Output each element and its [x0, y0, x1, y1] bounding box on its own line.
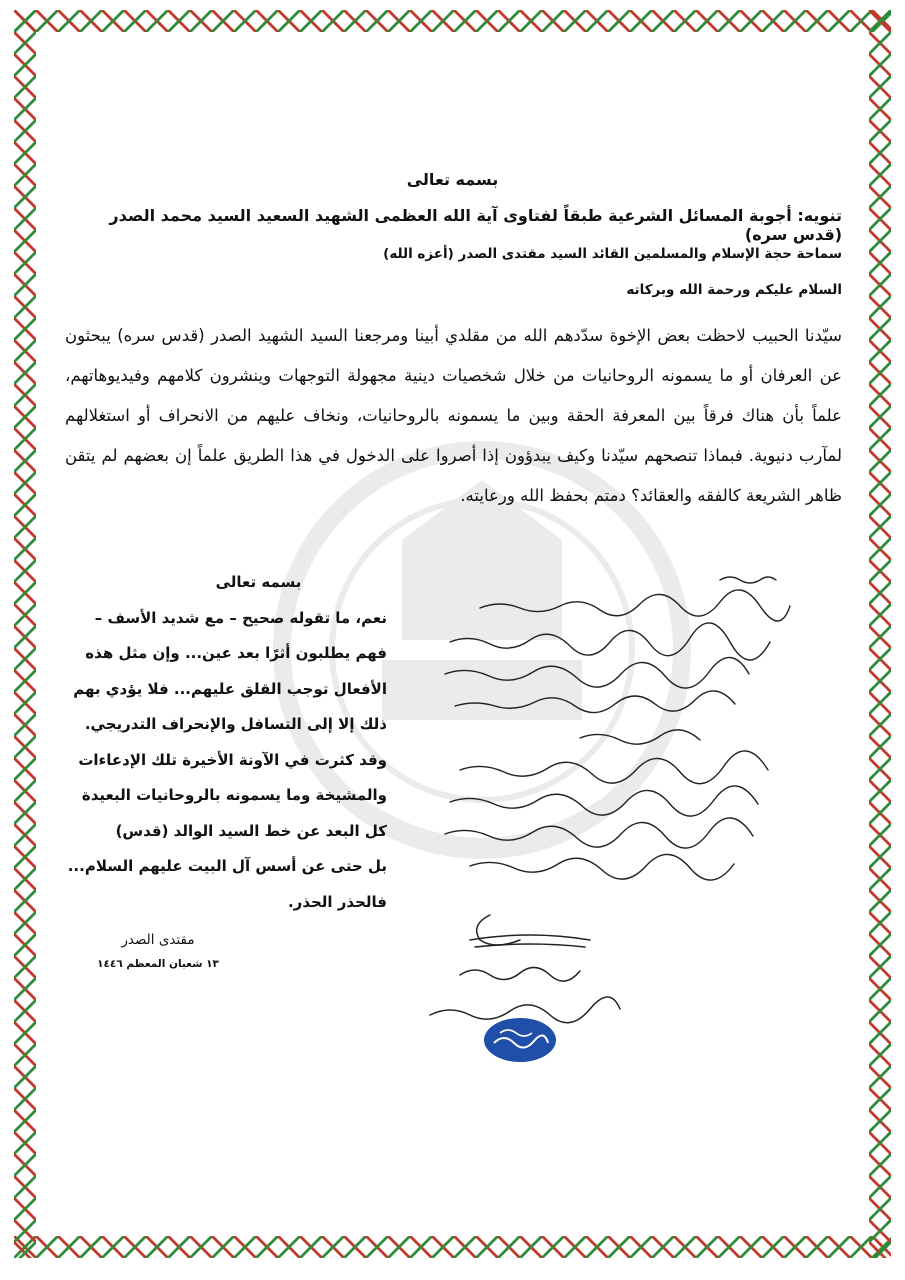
- answer-line: بل حتى عن أسس آل البيت عليهم السلام...: [67, 857, 387, 875]
- answer-line: نعم، ما تقوله صحيح – مع شديد الأسف –: [94, 608, 387, 627]
- basmala-heading: بسمه تعالى: [406, 170, 499, 189]
- decorative-border-bottom: [14, 1236, 891, 1258]
- notice-line: تنويه: أجوبة المسائل الشرعية طبقاً لفتاوى آية الله العظمى الشهيد السعيد السيد محمد الصدر (قدس سره): [109, 206, 842, 244]
- signature-block: [78, 932, 238, 970]
- handwritten-answer: [420, 570, 860, 890]
- answer-line: وقد كثرت في الآونة الأخيرة تلك الإدعاءات: [78, 750, 387, 769]
- answer-line: فهم يطلبون أثرًا بعد عين... وإن مثل هذه: [85, 644, 387, 662]
- answer-line: ذلك إلا إلى التسافل والإنحراف التدريجي.: [84, 715, 387, 733]
- answer-line: الأفعال توجب القلق عليهم... فلا يؤدي بهم: [73, 679, 387, 698]
- decorative-border-right: [869, 10, 891, 1258]
- answer-line: كل البعد عن خط السيد الوالد (قدس): [115, 821, 387, 840]
- answer-block: [58, 565, 387, 920]
- signature-date: ١٣ شعبان المعظم ١٤٤٦: [97, 958, 219, 970]
- signer-name: مقتدى الصدر: [121, 932, 195, 948]
- decorative-border-top: [14, 10, 891, 32]
- answer-heading: بسمه تعالى: [215, 573, 302, 591]
- decorative-border-left: [14, 10, 36, 1258]
- question-paragraph: سيّدنا الحبيب لاحظت بعض الإخوة سدّدهم الله من مقلدي أبينا ومرجعنا السيد الشهيد الصدر (قدس سره) يبحثون عن العرفان أو ما يسمونه الروحانيات من خلال شخصيات دينية مجهولة التوجهات وينشرون كلامهم وفيديوهاتهم، علماً بأن هناك فرقاً بين المعرفة الحقة وبين ما يسمونه بالروحانيات، ونخاف عليهم من الانحراف أو استغلالهم لمآرب دنيوية. فبماذا تنصحهم سيّدنا وكيف يبدؤون إذا أصروا على الدخول في هذا الطريق علماً إن بعضهم لم يتقن ظاهر الشريعة كالفقه والعقائد؟ دمتم بحفظ الله ورعايته.: [65, 326, 842, 505]
- blue-seal-stamp: [480, 1015, 560, 1065]
- answer-line: والمشيخة وما يسمونه بالروحانيات البعيدة: [81, 786, 387, 804]
- answer-line: فالحذر الحذر.: [287, 892, 387, 911]
- addressee-line: سماحة حجة الإسلام والمسلمين القائد السيد مقتدى الصدر (أعزه الله): [383, 246, 842, 262]
- greeting-line: السلام عليكم ورحمة الله وبركاته: [626, 282, 842, 298]
